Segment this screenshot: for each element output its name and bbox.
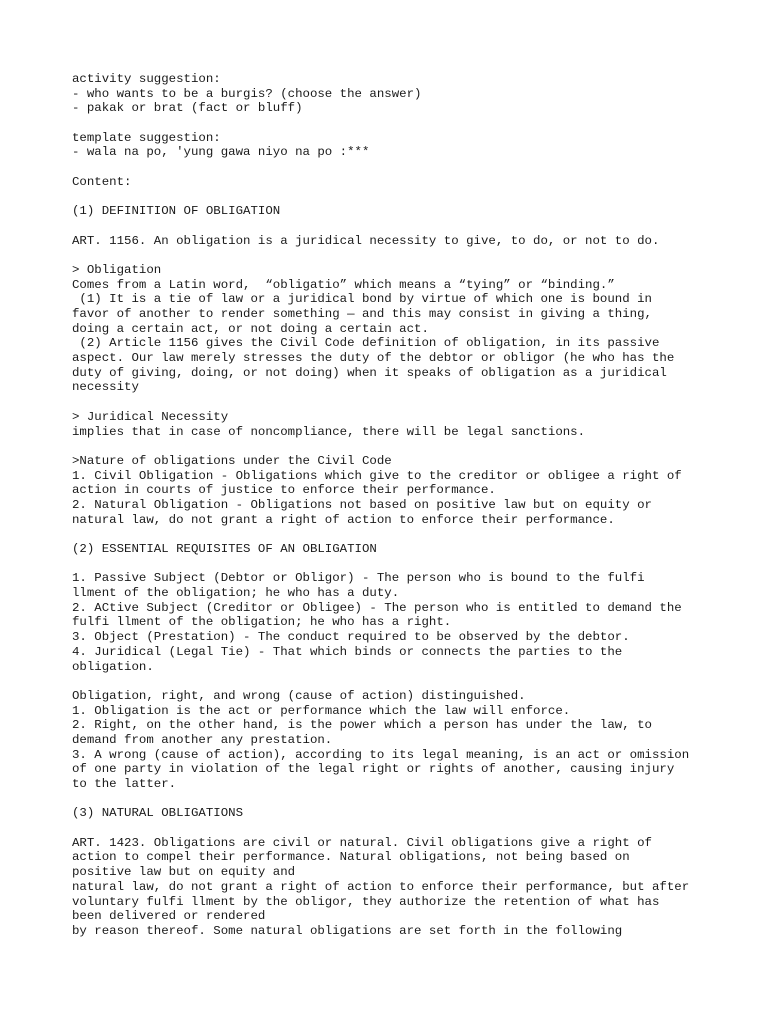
text-line: 2. ACtive Subject (Creditor or Obligee) - The person who is entitled to demand the [72, 600, 682, 615]
text-line: 4. Juridical (Legal Tie) - That which binds or connects the parties to the [72, 644, 623, 659]
text-line: implies that in case of noncompliance, there will be legal sanctions. [72, 424, 586, 439]
blank-line [72, 557, 712, 572]
text-line: activity suggestion: [72, 72, 221, 86]
text-line: 1. Obligation is the act or performance which the law will enforce. [72, 703, 571, 718]
text-line: demand from another any prestation. [72, 732, 333, 747]
text-line: 3. A wrong (cause of action), according to its legal meaning, is an act or omission [72, 747, 690, 762]
blank-line [72, 674, 712, 689]
text-line: natural law, do not grant a right of action to enforce their performance, but after [72, 879, 690, 894]
text-line: 1. Civil Obligation - Obligations which give to the creditor or obligee a right of [72, 468, 682, 483]
text-line: llment of the obligation; he who has a duty. [72, 586, 400, 601]
text-line: necessity [72, 380, 139, 395]
blank-line [72, 527, 712, 542]
text-line: favor of another to render something — and this may consist in giving a thing, [72, 307, 652, 321]
blank-line [72, 792, 712, 807]
text-line: ART. 1156. An obligation is a juridical necessity to give, to do, or not to do. [72, 233, 660, 248]
text-line: (1) It is a tie of law or a juridical bond by virtue of which one is bound in [72, 292, 652, 307]
text-line: ART. 1423. Obligations are civil or natural. Civil obligations give a right of [72, 835, 652, 850]
text-line: voluntary fulfi llment by the obligor, they authorize the retention of what has [72, 894, 660, 909]
text-line: duty of giving, doing, or not doing) when it speaks of obligation as a juridical [72, 365, 667, 380]
text-line: > Juridical Necessity [72, 409, 229, 424]
text-line: Comes from a Latin word, “obligatio” which means a “tying” or “binding.” [72, 277, 615, 292]
text-line: Obligation, right, and wrong (cause of action) distinguished. [72, 688, 526, 703]
blank-line [72, 395, 712, 410]
document-page [72, 72, 712, 939]
text-line: 1. Passive Subject (Debtor or Obligor) - The person who is bound to the fulfi [72, 571, 645, 586]
text-line: fulfi llment of the obligation; he who has a right. [72, 615, 452, 630]
text-line: action in courts of justice to enforce their performance. [72, 483, 496, 498]
text-line: of one party in violation of the legal right or rights of another, causing injury [72, 762, 675, 777]
text-line: been delivered or rendered [72, 909, 266, 924]
text-line: (2) Article 1156 gives the Civil Code definition of obligation, in its passive [72, 336, 660, 351]
text-line: action to compel their performance. Natural obligations, not being based on [72, 850, 630, 865]
text-line: - wala na po, 'yung gawa niyo na po :*** [72, 145, 370, 160]
blank-line [72, 160, 712, 175]
text-line: (3) NATURAL OBLIGATIONS [72, 806, 244, 821]
blank-line [72, 219, 712, 234]
blank-line [72, 248, 712, 263]
blank-line [72, 821, 712, 836]
text-line: - who wants to be a burgis? (choose the answer) [72, 86, 422, 101]
text-line: Content: [72, 174, 132, 189]
text-line: aspect. Our law merely stresses the duty of the debtor or obligor (he who has the [72, 351, 675, 366]
text-line: >Nature of obligations under the Civil Code [72, 453, 392, 468]
text-line: by reason thereof. Some natural obligations are set forth in the following [72, 923, 623, 938]
text-line: doing a certain act, or not doing a certain act. [72, 321, 429, 336]
text-line: natural law, do not grant a right of action to enforce their performance. [72, 512, 615, 527]
text-line: (2) ESSENTIAL REQUISITES OF AN OBLIGATION [72, 542, 377, 556]
text-line: to the latter. [72, 777, 177, 791]
text-line: (1) DEFINITION OF OBLIGATION [72, 204, 281, 219]
text-line: positive law but on equity and [72, 865, 296, 880]
text-line: template suggestion: [72, 130, 221, 145]
text-line: 2. Right, on the other hand, is the power which a person has under the law, to [72, 718, 652, 733]
text-line: 2. Natural Obligation - Obligations not based on positive law but on equity or [72, 497, 652, 512]
text-line: 3. Object (Prestation) - The conduct required to be observed by the debtor. [72, 630, 630, 645]
text-line: > Obligation [72, 262, 162, 277]
blank-line [72, 439, 712, 454]
blank-line [72, 190, 712, 205]
blank-line [72, 116, 712, 131]
text-line: - pakak or brat (fact or bluff) [72, 101, 303, 116]
text-line: obligation. [72, 659, 154, 674]
